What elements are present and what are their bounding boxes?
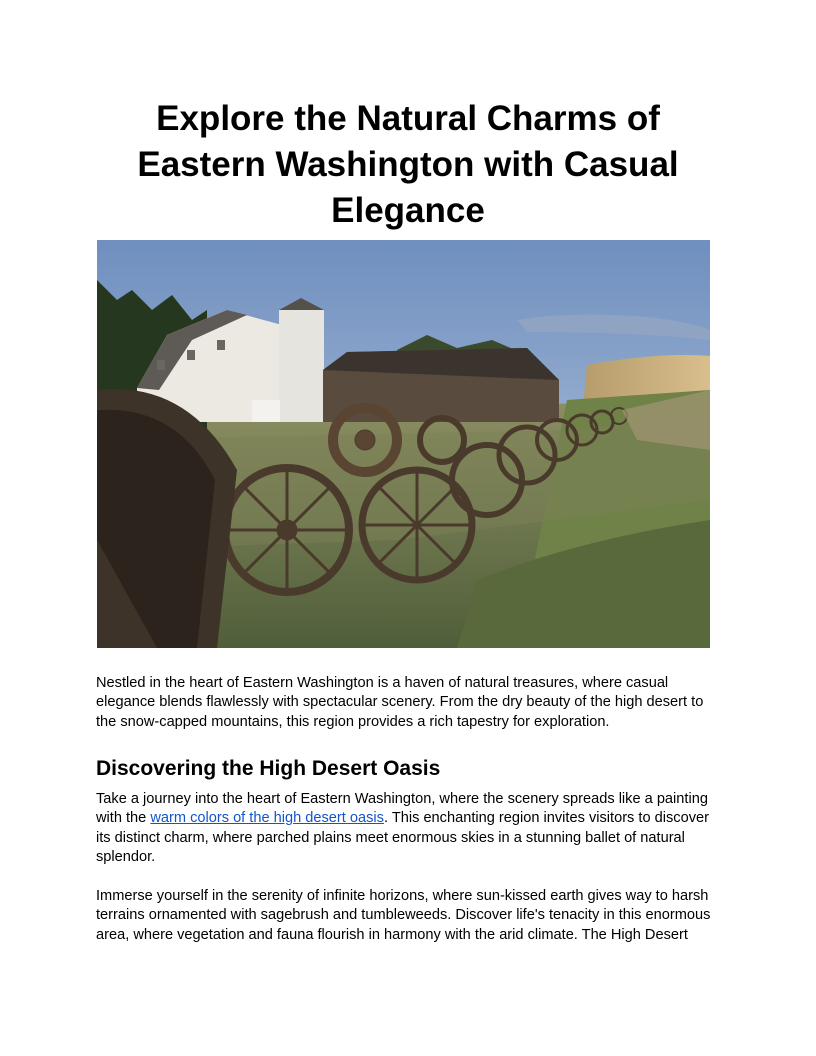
paragraph-text: . This enchanting region invites visitors to discover its distinct charm, where parched plains meet enormous skies in a stunning ballet of natural splendor.	[96, 810, 709, 866]
high-desert-oasis-link[interactable]: warm colors of the high desert oasis	[150, 810, 384, 827]
page-title: Explore the Natural Charms of Eastern Washington with Casual Elegance	[137, 99, 679, 230]
paragraph-text: Take a journey into the heart of Eastern Washington, where the scenery spreads like a painting with the	[96, 791, 708, 827]
photo-barn-wheel-fence-icon	[97, 240, 710, 648]
hero-image	[97, 240, 710, 648]
section-heading: Discovering the High Desert Oasis	[96, 757, 441, 780]
intro-paragraph: Nestled in the heart of Eastern Washington is a haven of natural treasures, where casual elegance blends flawlessly with spectacular scenery. From the dry beauty of the high desert to the snow-capped mountains, this region provides a rich tapestry for exploration.	[96, 675, 704, 730]
section-paragraph-1	[96, 790, 720, 868]
section-paragraph-2: Immerse yourself in the serenity of infinite horizons, where sun-kissed earth gives way to harsh terrains ornamented with sagebrush and tumbleweeds. Discover life's tenacity in this enormous area, where vegetation and fauna flourish in harmony with the arid climate. The High Desert	[96, 888, 711, 943]
